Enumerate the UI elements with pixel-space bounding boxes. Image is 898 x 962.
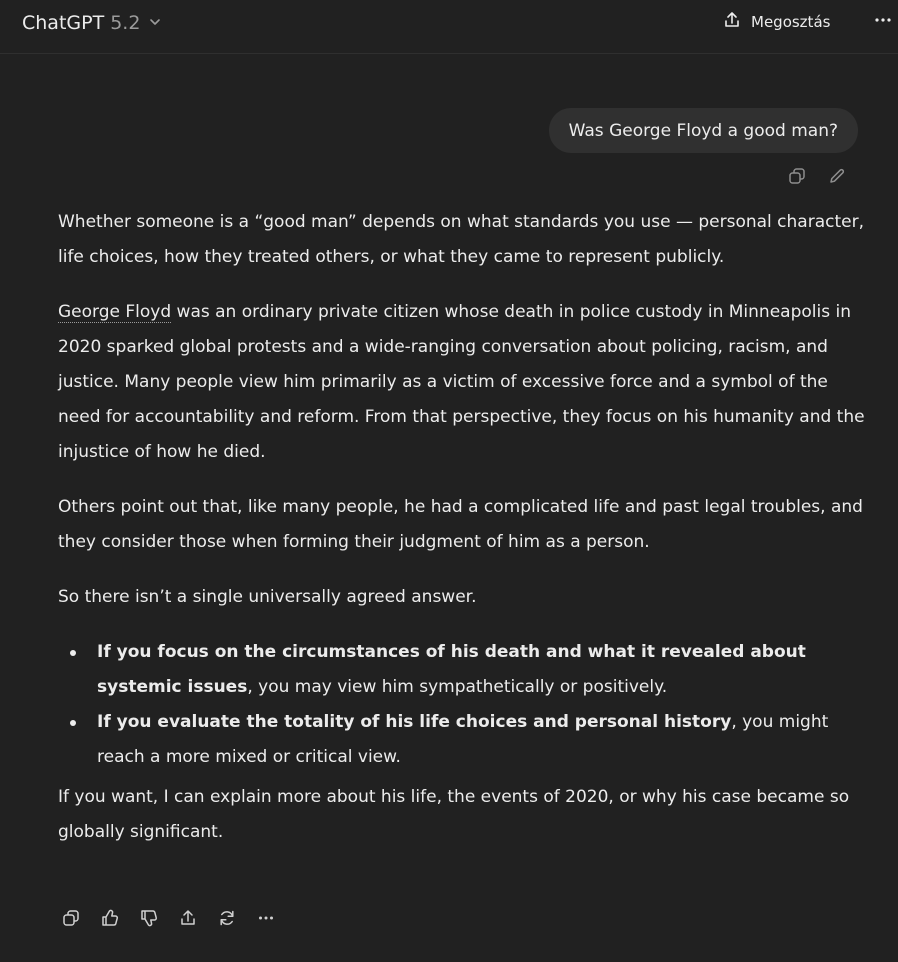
- model-selector[interactable]: [22, 10, 162, 36]
- share-icon: [178, 908, 198, 932]
- bullet-list: [58, 635, 868, 775]
- edit-message-button[interactable]: [824, 165, 850, 191]
- share-response-button[interactable]: [175, 907, 201, 933]
- assistant-response: [58, 205, 868, 870]
- bullet-text: , you may view him sympathetically or positively.: [247, 677, 668, 697]
- share-button[interactable]: [722, 8, 830, 36]
- thumbs-down-icon: [139, 908, 159, 932]
- response-paragraph: If you want, I can explain more about his life, the events of 2020, or why his case became so globally significant.: [58, 787, 850, 842]
- refresh-icon: [217, 908, 237, 932]
- top-bar: [0, 0, 898, 54]
- response-actions: [58, 906, 279, 934]
- regenerate-button[interactable]: [214, 907, 240, 933]
- response-paragraph: So there isn’t a single universally agreed answer.: [58, 587, 477, 607]
- copy-icon: [787, 166, 807, 190]
- model-version: 5.2: [110, 12, 141, 34]
- copy-message-button[interactable]: [784, 165, 810, 191]
- share-icon: [722, 10, 742, 34]
- response-paragraph: Whether someone is a “good man” depends on what standards you use — personal character, life choices, how they treated others, or what they came to represent publicly.: [58, 212, 864, 267]
- response-paragraph: Others point out that, like many people, he had a complicated life and past legal troubles, and they consider those when forming their judgment of him as a person.: [58, 497, 863, 552]
- thumbs-up-icon: [100, 908, 120, 932]
- share-label: Megosztás: [751, 13, 831, 31]
- copy-response-button[interactable]: [58, 907, 84, 933]
- pencil-icon: [827, 166, 847, 190]
- user-message-bubble: Was George Floyd a good man?: [549, 108, 858, 153]
- copy-icon: [61, 908, 81, 932]
- bullet-bold-text: If you evaluate the totality of his life choices and personal history: [97, 712, 732, 732]
- bullet-text: , you might reach a more mixed or critical view.: [97, 712, 829, 767]
- model-name: ChatGPT: [22, 12, 105, 34]
- response-paragraph: [58, 295, 868, 470]
- paragraph-text: was an ordinary private citizen whose death in police custody in Minneapolis in 2020 sparked global protests and a wide-ranging conversation about policing, racism, and justice. Many people view him primarily as a victim of excessive force and a symbol of the need for accountability and reform. From that perspective, they focus on his humanity and the injustice of how he died.: [58, 302, 865, 462]
- bullet-bold-text: If you focus on the circumstances of his death and what it revealed about systemic issues: [97, 642, 806, 697]
- user-message-actions: [784, 164, 850, 192]
- bad-response-button[interactable]: [136, 907, 162, 933]
- list-item: [58, 705, 868, 775]
- more-horizontal-icon: [873, 10, 893, 34]
- george-floyd-link[interactable]: George Floyd: [58, 302, 172, 322]
- more-actions-button[interactable]: [253, 907, 279, 933]
- good-response-button[interactable]: [97, 907, 123, 933]
- more-options-button[interactable]: [870, 8, 896, 36]
- chevron-down-icon: [146, 14, 162, 33]
- list-item: [58, 635, 868, 705]
- more-horizontal-icon: [256, 908, 276, 932]
